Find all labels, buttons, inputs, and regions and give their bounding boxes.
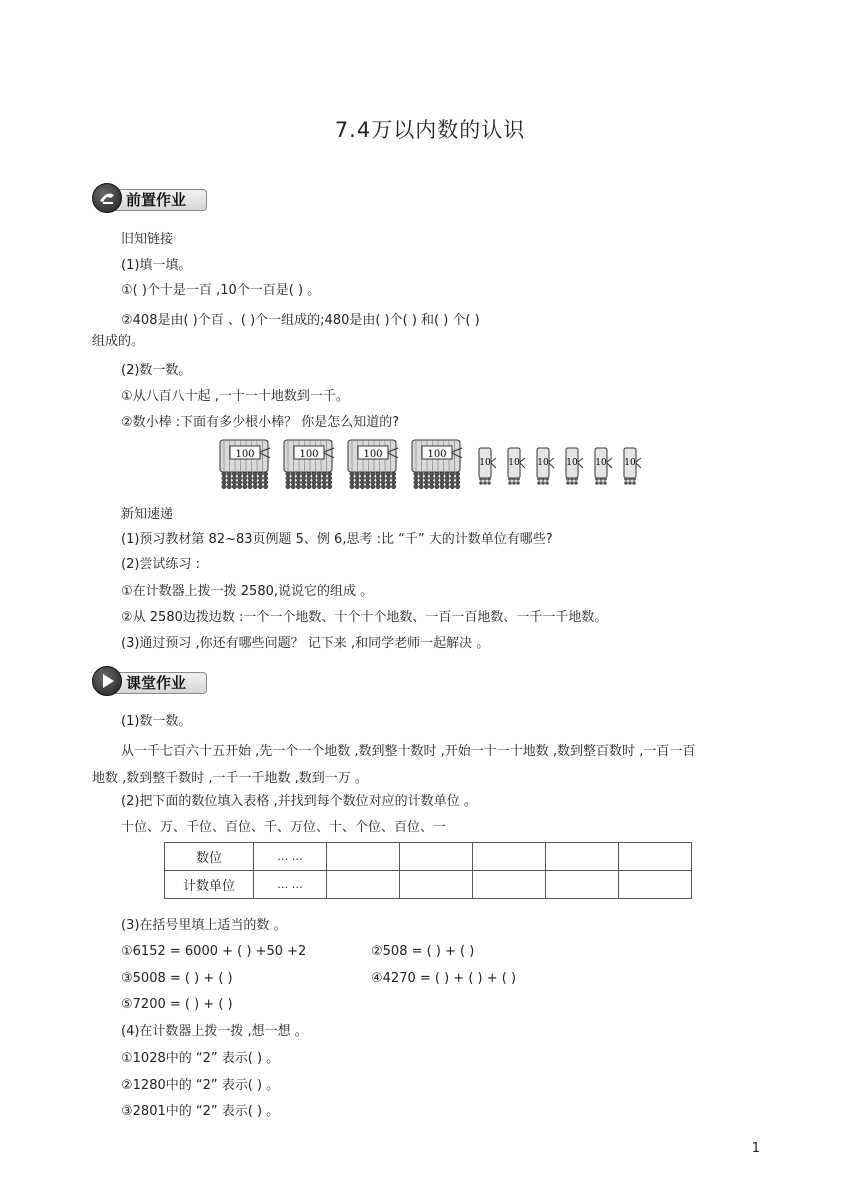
class-q4: (4)在计数器上拨一拨 ,想一想 。 [121, 1024, 308, 1039]
pencil-badge-icon [92, 183, 122, 213]
table-cell[interactable] [400, 871, 473, 899]
ten-bundle [503, 436, 527, 492]
class-q3-item5: ⑤7200 = ( ) + ( ) [121, 997, 233, 1012]
ten-label: 10 [566, 458, 578, 468]
ten-bundle [590, 436, 614, 492]
hundred-bundle [278, 436, 338, 492]
preview-item-2: (2)尝试练习 : [121, 557, 200, 572]
class-q3-item4: ④4270 = ( ) + ( ) + ( ) [371, 971, 517, 986]
class-q2: (2)把下面的数位填入表格 ,并找到每个数位对应的计数单位 。 [121, 794, 477, 809]
count-question: (2)数一数。 [121, 363, 192, 378]
table-dots: … … [254, 843, 327, 871]
hundred-bundle [214, 436, 274, 492]
ten-label: 10 [537, 458, 549, 468]
table-cell[interactable] [473, 843, 546, 871]
section-title-class: 课堂作业 [126, 674, 187, 692]
play-badge-icon [92, 666, 122, 696]
page-number: 1 [751, 1141, 760, 1156]
fill-question: (1)填一填。 [121, 258, 192, 273]
ten-bundle [619, 436, 643, 492]
class-q3: (3)在括号里填上适当的数 。 [121, 918, 287, 933]
table-dots: … … [254, 871, 327, 899]
ten-bundle [561, 436, 585, 492]
table-cell[interactable] [400, 843, 473, 871]
table-cell[interactable] [546, 871, 619, 899]
section-title-pre: 前置作业 [126, 191, 187, 209]
hundred-label: 100 [363, 449, 383, 460]
preview-item-3: (3)通过预习 ,你还有哪些问题？ 记下来 ,和同学老师一起解决 。 [121, 636, 490, 651]
class-q4-item1: ①1028中的 “2” 表示( ) 。 [121, 1051, 280, 1066]
hundred-label: 100 [299, 449, 319, 460]
old-knowledge-heading: 旧知链接 [121, 232, 174, 247]
sticks-illustration [214, 436, 644, 492]
table-cell[interactable] [546, 843, 619, 871]
table-row [165, 843, 692, 871]
section-banner-class [92, 666, 210, 694]
hundred-bundle [406, 436, 466, 492]
class-q2-options: 十位、万、千位、百位、千、万位、十、个位、百位、一 [121, 820, 447, 835]
hundred-label: 100 [427, 449, 447, 460]
fill-item-2-cont: 组成的。 [92, 334, 145, 349]
table-cell[interactable] [327, 871, 400, 899]
count-item-2: ②数小棒 :下面有多少根小棒？ 你是怎么知道的? [121, 415, 400, 430]
preview-item-2a: ①在计数器上拨一拨 2580,说说它的组成 。 [121, 584, 374, 599]
class-q4-item2: ②1280中的 “2” 表示( ) 。 [121, 1078, 280, 1093]
fill-item-2: ②408是由( )个百 、( )个一组成的;480是由( )个( ) 和( ) 个( ) [121, 313, 480, 328]
class-q1: (1)数一数。 [121, 714, 192, 729]
ten-label: 10 [479, 458, 491, 468]
table-cell[interactable] [473, 871, 546, 899]
ten-bundle [532, 436, 556, 492]
place-value-table [164, 842, 692, 899]
class-q3-item3: ③5008 = ( ) + ( ) [121, 971, 233, 986]
ten-label: 10 [624, 458, 636, 468]
ten-label: 10 [595, 458, 607, 468]
table-head-place: 数位 [165, 843, 254, 871]
new-knowledge-heading: 新知速递 [121, 507, 174, 522]
class-q1-text-cont: 地数 ,数到整千数时 ,一千一千地数 ,数到一万 。 [92, 771, 368, 786]
hundred-label: 100 [235, 449, 255, 460]
hundred-bundle [342, 436, 402, 492]
class-q4-item3: ③2801中的 “2” 表示( ) 。 [121, 1104, 280, 1119]
table-head-unit: 计数单位 [165, 871, 254, 899]
ten-bundle [474, 436, 498, 492]
class-q1-text: 从一千七百六十五开始 ,先一个一个地数 ,数到整十数时 ,开始一十一十地数 ,数到整百数时 ,一百一百 [121, 744, 696, 759]
table-cell[interactable] [619, 871, 692, 899]
preview-item-1: (1)预习教材第 82~83页例题 5、例 6,思考 :比 “千” 大的计数单位有哪些? [121, 532, 553, 547]
table-cell[interactable] [327, 843, 400, 871]
class-q3-item1: ①6152 = 6000 + ( ) +50 +2 [121, 944, 307, 959]
preview-item-2b: ②从 2580边拨边数 :一个一个地数、十个十个地数、一百一百地数、一千一千地数。 [121, 610, 608, 625]
table-row [165, 871, 692, 899]
class-q3-item2: ②508 = ( ) + ( ) [371, 944, 475, 959]
section-banner-pre [92, 183, 210, 211]
fill-item-1: ①( )个十是一百 ,10个一百是( ) 。 [121, 283, 321, 298]
count-item-1: ①从八百八十起 ,一十一十地数到一千。 [121, 389, 349, 404]
table-cell[interactable] [619, 843, 692, 871]
page-title: 7.4万以内数的认识 [334, 118, 526, 142]
ten-label: 10 [508, 458, 520, 468]
